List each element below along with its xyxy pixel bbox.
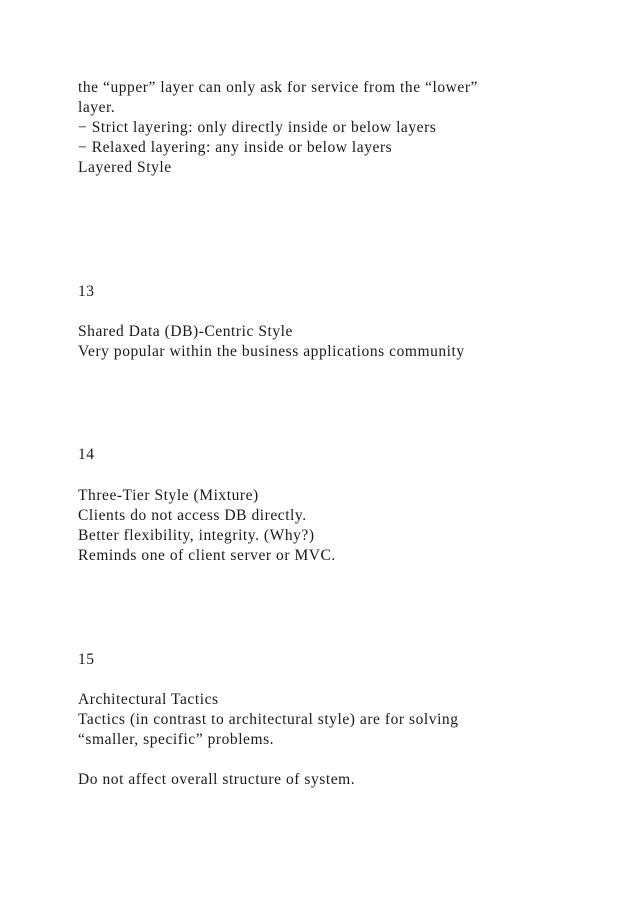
text-line: Do not affect overall structure of system. <box>78 771 356 788</box>
text-line: Tactics (in contrast to architectural style) are for solving <box>78 711 459 728</box>
slide-title: Shared Data (DB)-Centric Style <box>78 323 293 340</box>
slide-title: Architectural Tactics <box>78 691 219 708</box>
slide-number: 13 <box>78 283 95 300</box>
text-line: Better flexibility, integrity. (Why?) <box>78 527 315 544</box>
slide-number: 14 <box>78 446 95 463</box>
slide-title: Three-Tier Style (Mixture) <box>78 487 259 504</box>
slide-title: Layered Style <box>78 159 172 176</box>
text-line: layer. <box>78 99 116 116</box>
text-line: “smaller, specific” problems. <box>78 731 275 748</box>
text-line: the “upper” layer can only ask for service from the “lower” <box>78 79 478 96</box>
slide-number: 15 <box>78 651 95 668</box>
text-line: Reminds one of client server or MVC. <box>78 547 336 564</box>
text-line: Very popular within the business applications community <box>78 343 465 360</box>
text-line: Clients do not access DB directly. <box>78 507 307 524</box>
text-line: − Strict layering: only directly inside or below layers <box>78 119 437 136</box>
text-line: − Relaxed layering: any inside or below layers <box>78 139 393 156</box>
